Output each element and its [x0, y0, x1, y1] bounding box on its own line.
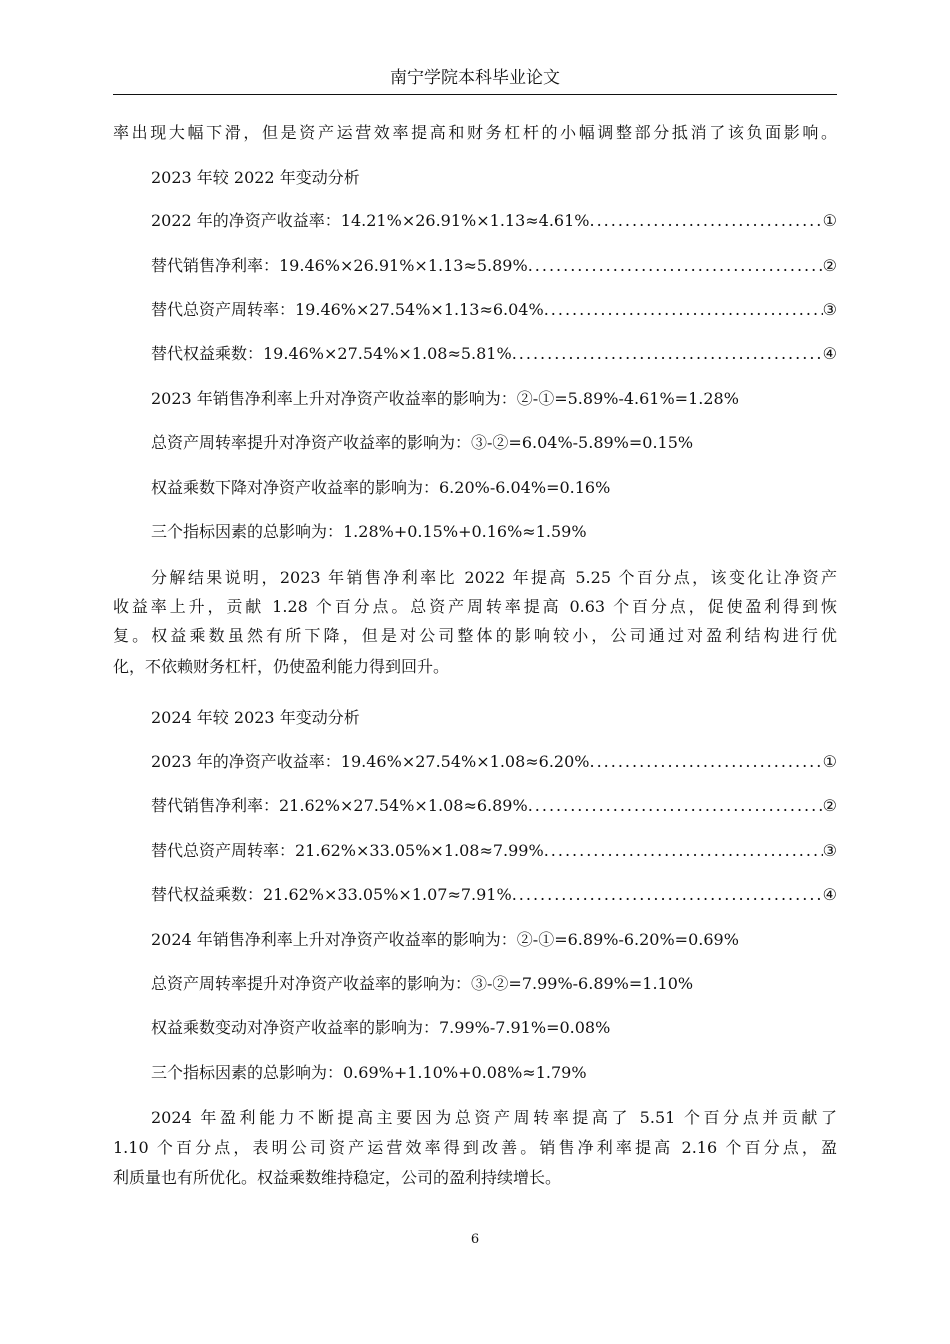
- dot-leader: [528, 254, 823, 278]
- dot-leader: [512, 342, 823, 366]
- formula-text: 替代权益乘数：21.62%×33.05%×1.07≈7.91%: [151, 885, 512, 904]
- paragraph-line: 分解结果说明，2023 年销售净利率比 2022 年提高 5.25 个百分点，该变化让净资产: [151, 568, 837, 587]
- formula-line: [113, 750, 837, 774]
- formula-line: [113, 883, 837, 907]
- formula-text: 2022 年的净资产收益率：14.21%×26.91%×1.13≈4.61%: [151, 211, 590, 230]
- running-header: 南宁学院本科毕业论文: [390, 68, 560, 88]
- paragraph-line: 率出现大幅下滑，但是资产运营效率提高和财务杠杆的小幅调整部分抵消了该负面影响。: [113, 123, 837, 142]
- paragraph-line: 总资产周转率提升对净资产收益率的影响为：③-②=6.04%-5.89%=0.15%: [151, 433, 694, 452]
- formula-marker: ④: [822, 885, 837, 904]
- formula-line: [113, 342, 837, 366]
- formula-line: [113, 254, 837, 278]
- paragraph-line: 三个指标因素的总影响为：0.69%+1.10%+0.08%≈1.79%: [151, 1063, 587, 1082]
- formula-text: 2023 年的净资产收益率：19.46%×27.54%×1.08≈6.20%: [151, 752, 590, 771]
- formula-text: 替代总资产周转率：19.46%×27.54%×1.13≈6.04%: [151, 300, 544, 319]
- dot-leader: [544, 298, 823, 322]
- formula-marker: ②: [822, 256, 837, 275]
- formula-text: 替代总资产周转率：21.62%×33.05%×1.08≈7.99%: [151, 841, 544, 860]
- formula-text: 替代销售净利率：21.62%×27.54%×1.08≈6.89%: [151, 796, 528, 815]
- formula-marker: ③: [822, 841, 837, 860]
- paragraph-line: 2023 年销售净利率上升对净资产收益率的影响为：②-①=5.89%-4.61%=1.28%: [151, 389, 739, 408]
- paragraph-line: 复。权益乘数虽然有所下降，但是对公司整体的影响较小，公司通过对盈利结构进行优: [113, 626, 837, 645]
- paragraph-line: 三个指标因素的总影响为：1.28%+0.15%+0.16%≈1.59%: [151, 522, 587, 541]
- formula-marker: ④: [822, 344, 837, 363]
- paragraph-line: 1.10 个百分点，表明公司资产运营效率得到改善。销售净利率提高 2.16 个百分点，盈: [113, 1138, 837, 1157]
- dot-leader: [590, 209, 823, 233]
- formula-line: [113, 794, 837, 818]
- formula-line: [113, 839, 837, 863]
- formula-marker: ③: [822, 300, 837, 319]
- paragraph-line: 总资产周转率提升对净资产收益率的影响为：③-②=7.99%-6.89%=1.10%: [151, 974, 694, 993]
- header-rule: [113, 94, 837, 95]
- dot-leader: [544, 839, 823, 863]
- paragraph-line: 利质量也有所优化。权益乘数维持稳定，公司的盈利持续增长。: [113, 1168, 562, 1187]
- dot-leader: [512, 883, 823, 907]
- formula-marker: ①: [822, 752, 837, 771]
- paragraph-line: 收益率上升，贡献 1.28 个百分点。总资产周转率提高 0.63 个百分点，促使盈利得到恢: [113, 597, 837, 616]
- formula-line: [113, 209, 837, 233]
- paragraph-line: 2024 年销售净利率上升对净资产收益率的影响为：②-①=6.89%-6.20%=0.69%: [151, 930, 739, 949]
- paragraph-line: 权益乘数下降对净资产收益率的影响为：6.20%-6.04%=0.16%: [151, 478, 611, 497]
- paragraph-line: 权益乘数变动对净资产收益率的影响为：7.99%-7.91%=0.08%: [151, 1018, 611, 1037]
- formula-text: 替代权益乘数：19.46%×27.54%×1.08≈5.81%: [151, 344, 512, 363]
- dot-leader: [528, 794, 823, 818]
- formula-text: 替代销售净利率：19.46%×26.91%×1.13≈5.89%: [151, 256, 528, 275]
- page-number: 6: [470, 1232, 480, 1247]
- section-heading-2023: 2023 年较 2022 年变动分析: [151, 168, 360, 187]
- section-heading-2024: 2024 年较 2023 年变动分析: [151, 708, 360, 727]
- formula-line: [113, 298, 837, 322]
- formula-marker: ①: [822, 211, 837, 230]
- paragraph-line: 2024 年盈利能力不断提高主要因为总资产周转率提高了 5.51 个百分点并贡献了: [151, 1108, 837, 1127]
- paragraph-line: 化，不依赖财务杠杆，仍使盈利能力得到回升。: [113, 657, 450, 676]
- formula-marker: ②: [822, 796, 837, 815]
- dot-leader: [590, 750, 823, 774]
